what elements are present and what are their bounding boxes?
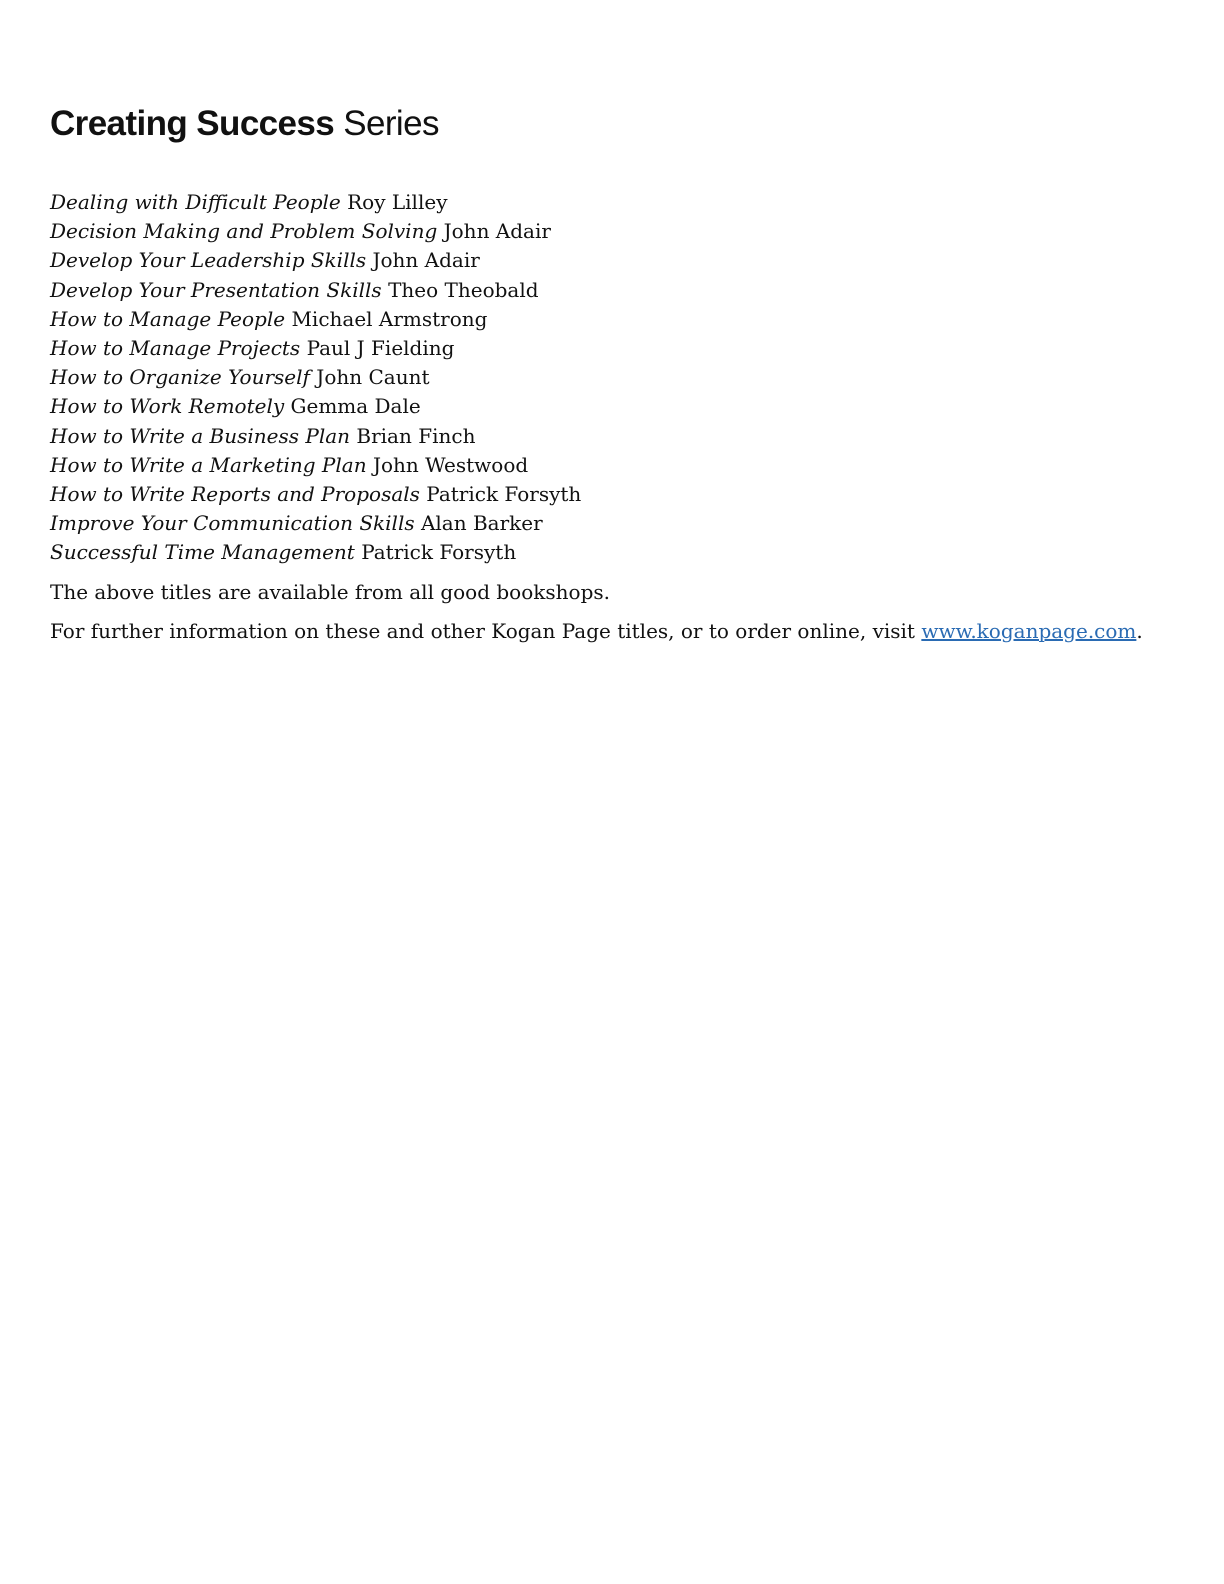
book-item xyxy=(50,188,1174,217)
book-title: Dealing with Difficult People xyxy=(50,190,341,214)
book-author: Gemma Dale xyxy=(290,394,421,419)
book-title: Improve Your Communication Skills xyxy=(50,511,415,536)
book-author: Roy Lilley xyxy=(347,190,448,214)
book-title: How to Write a Business Plan xyxy=(50,423,351,448)
series-heading xyxy=(50,96,1174,152)
book-item xyxy=(50,422,1174,451)
book-title: Successful Time Management xyxy=(50,540,355,565)
book-item xyxy=(50,334,1174,363)
book-item xyxy=(50,480,1174,509)
book-author: Patrick Forsyth xyxy=(426,482,582,507)
book-title: How to Write Reports and Proposals xyxy=(50,482,420,507)
book-author: Theo Theobald xyxy=(388,277,539,302)
book-author: John Caunt xyxy=(316,365,430,390)
book-author: Patrick Forsyth xyxy=(361,540,517,565)
book-list xyxy=(50,188,1174,568)
book-title: Decision Making and Problem Solving xyxy=(50,219,438,244)
book-title: Develop Your Leadership Skills xyxy=(50,248,367,273)
further-info-text: For further information on these and other Kogan Page titles, or to order online, visit xyxy=(50,618,915,643)
book-title: How to Manage Projects xyxy=(50,336,301,361)
book-author: Brian Finch xyxy=(356,423,476,448)
book-item xyxy=(50,538,1174,567)
book-item xyxy=(50,363,1174,392)
book-title: How to Work Remotely xyxy=(50,394,285,419)
book-title: How to Write a Marketing Plan xyxy=(50,452,367,477)
book-author: Michael Armstrong xyxy=(291,306,488,331)
koganpage-link[interactable]: www.koganpage.com xyxy=(921,618,1137,643)
book-author: John Adair xyxy=(372,248,480,273)
book-title: How to Organize Yourself xyxy=(50,365,310,390)
book-title: Develop Your Presentation Skills xyxy=(50,277,382,302)
book-author: Paul J Fielding xyxy=(306,336,455,361)
page-content xyxy=(50,96,1174,646)
series-heading-bold: Creating Success xyxy=(50,104,335,143)
book-item xyxy=(50,392,1174,421)
book-item xyxy=(50,509,1174,538)
further-info-note xyxy=(50,617,1174,646)
further-info-trailing: . xyxy=(1136,618,1143,643)
book-item xyxy=(50,451,1174,480)
book-item xyxy=(50,246,1174,275)
book-author: John Adair xyxy=(443,219,551,244)
book-item xyxy=(50,217,1174,246)
availability-note: The above titles are available from all good bookshops. xyxy=(50,579,610,604)
book-author: Alan Barker xyxy=(420,511,543,536)
book-title: How to Manage People xyxy=(50,306,286,331)
book-item xyxy=(50,276,1174,305)
series-heading-normal: Series xyxy=(343,104,439,143)
book-author: John Westwood xyxy=(372,452,529,477)
book-item xyxy=(50,305,1174,334)
